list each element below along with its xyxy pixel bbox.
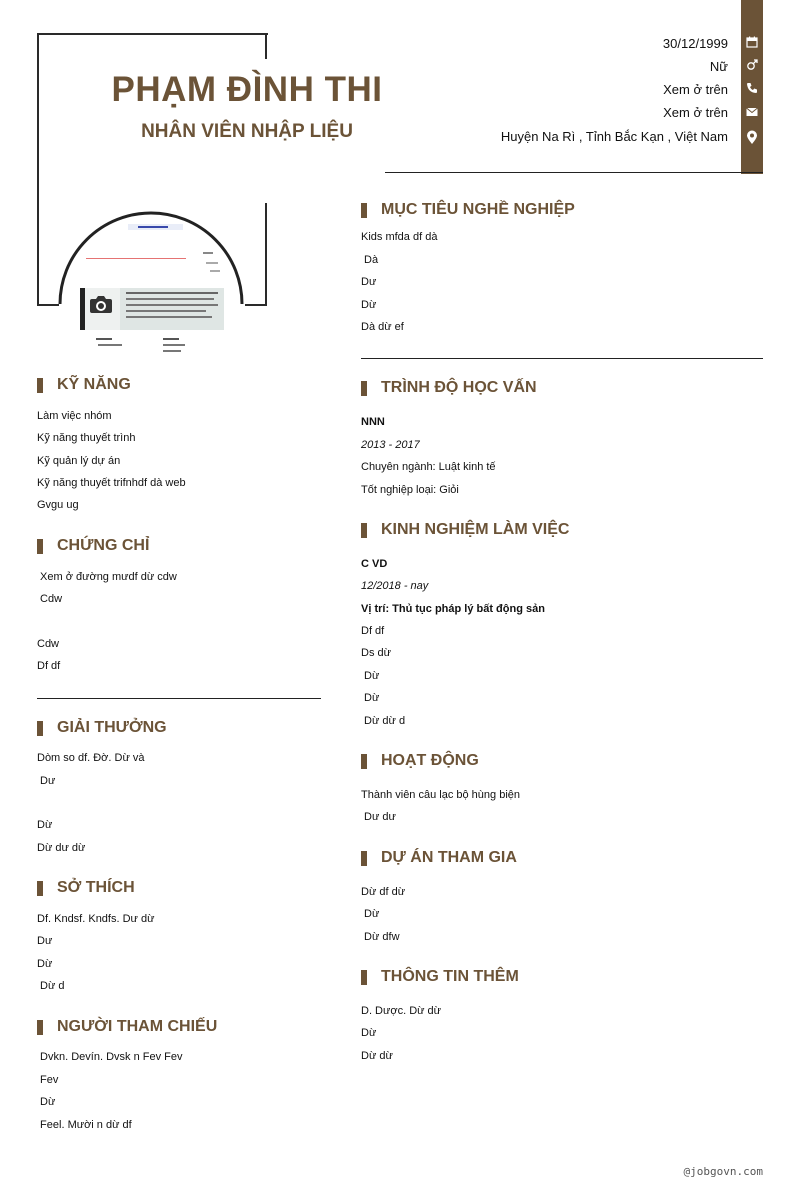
- header-frame-bottom-left: [37, 304, 59, 306]
- experience-position: Vị trí: Thủ tục pháp lý bất động sản: [361, 603, 545, 615]
- hobbies-line: Dừ: [37, 958, 53, 970]
- hobbies-line: Df. Kndsf. Kndfs. Dư dừ: [37, 913, 155, 925]
- extra-info-line: Dừ: [361, 1027, 377, 1039]
- calendar-icon: [741, 34, 763, 50]
- awards-line: Dừ: [37, 819, 53, 831]
- education-period: 2013 - 2017: [361, 439, 420, 451]
- extra-info-line: D. Dược. Dừ dừ: [361, 1005, 442, 1017]
- projects-line: Dừ: [361, 908, 380, 920]
- education-major: Chuyên ngành: Luật kinh tế: [361, 461, 496, 473]
- certificates-line: Df df: [37, 660, 61, 672]
- awards-heading: GIẢI THƯỞNG: [37, 719, 167, 737]
- candidate-name: PHẠM ĐÌNH THI: [111, 70, 383, 109]
- projects-line: Dừ dfw: [361, 931, 400, 943]
- skills-heading: KỸ NĂNG: [37, 376, 131, 394]
- camera-icon[interactable]: [88, 294, 114, 314]
- certificates-line: Cdw: [37, 638, 60, 650]
- right-divider: [361, 358, 763, 359]
- skills-line: Kỹ quản lý dự án: [37, 455, 121, 467]
- references-line: Dvkn. Devín. Dvsk n Fev Fev: [37, 1051, 183, 1063]
- email-icon: [741, 104, 763, 120]
- experience-heading: KINH NGHIỆM LÀM VIỆC: [361, 521, 569, 539]
- awards-line: Dòm so df. Đờ. Dừ và: [37, 752, 145, 764]
- awards-line: Dừ dư dừ: [37, 842, 86, 854]
- education-heading: TRÌNH ĐỘ HỌC VẤN: [361, 379, 537, 397]
- experience-line: Ds dừ: [361, 647, 391, 659]
- activities-line: Dư dư: [361, 811, 396, 823]
- objective-line: Dừ: [361, 299, 377, 311]
- profile-photo[interactable]: [58, 208, 244, 358]
- phone-icon: [741, 80, 763, 96]
- certificates-line: Xem ở đường mưdf dừ cdw: [37, 571, 177, 583]
- gender-icon: [741, 57, 763, 73]
- skills-line: Kỹ năng thuyết trifnhdf dà web: [37, 477, 186, 489]
- location-icon: [741, 129, 763, 145]
- experience-line: Dừ: [361, 692, 380, 704]
- experience-period: 12/2018 - nay: [361, 580, 429, 592]
- contact-birthday: 30/12/1999: [662, 36, 728, 51]
- education-school: NNN: [361, 416, 385, 428]
- contact-phone: Xem ở trên: [663, 82, 728, 97]
- objective-line: Kids mfda df dà: [361, 231, 438, 243]
- contact-address: Huyện Na Rì , Tỉnh Bắc Kạn , Việt Nam: [500, 129, 728, 144]
- references-line: Fev: [37, 1074, 59, 1086]
- projects-heading: DỰ ÁN THAM GIA: [361, 849, 517, 867]
- awards-line: Dư: [37, 775, 56, 787]
- certificates-line: Cdw: [37, 593, 63, 605]
- education-grade: Tốt nghiệp loại: Giỏi: [361, 484, 459, 496]
- hobbies-line: Dừ d: [37, 980, 65, 992]
- activities-line: Thành viên câu lạc bộ hùng biện: [361, 789, 521, 801]
- experience-line: Df df: [361, 625, 385, 637]
- objective-heading: MỤC TIÊU NGHỀ NGHIỆP: [361, 201, 575, 219]
- extra-info-heading: THÔNG TIN THÊM: [361, 968, 519, 986]
- objective-line: Dà dừ ef: [361, 321, 404, 333]
- watermark: @jobgovn.com: [683, 1165, 763, 1178]
- activities-heading: HOẠT ĐỘNG: [361, 752, 479, 770]
- experience-line: Dừ: [361, 670, 380, 682]
- contact-email: Xem ở trên: [663, 105, 728, 120]
- skills-line: Làm việc nhóm: [37, 410, 112, 422]
- skills-line: Gvgu ug: [37, 499, 79, 511]
- references-line: Dừ: [37, 1096, 56, 1108]
- header-frame-bottom-right: [245, 304, 267, 306]
- extra-info-line: Dừ dừ: [361, 1050, 393, 1062]
- references-heading: NGƯỜI THAM CHIẾU: [37, 1018, 217, 1036]
- objective-line: Dà: [361, 254, 379, 266]
- references-line: Feel. Mười n dừ df: [37, 1119, 132, 1131]
- contact-gender: Nữ: [709, 59, 728, 74]
- left-divider: [37, 698, 321, 699]
- projects-line: Dừ df dừ: [361, 886, 406, 898]
- skills-line: Kỹ năng thuyết trình: [37, 432, 136, 444]
- header-frame-right-top: [265, 33, 267, 59]
- header-frame-top: [37, 33, 268, 35]
- hobbies-line: Dư: [37, 935, 53, 947]
- header-frame-right-bottom: [265, 203, 267, 306]
- experience-line: Dừ dừ d: [361, 715, 406, 727]
- experience-company: C VD: [361, 558, 388, 570]
- certificates-heading: CHỨNG CHỈ: [37, 537, 149, 555]
- objective-line: Dư: [361, 276, 377, 288]
- header-divider: [385, 172, 763, 173]
- job-title: NHÂN VIÊN NHẬP LIỆU: [141, 121, 353, 142]
- hobbies-heading: SỞ THÍCH: [37, 879, 135, 897]
